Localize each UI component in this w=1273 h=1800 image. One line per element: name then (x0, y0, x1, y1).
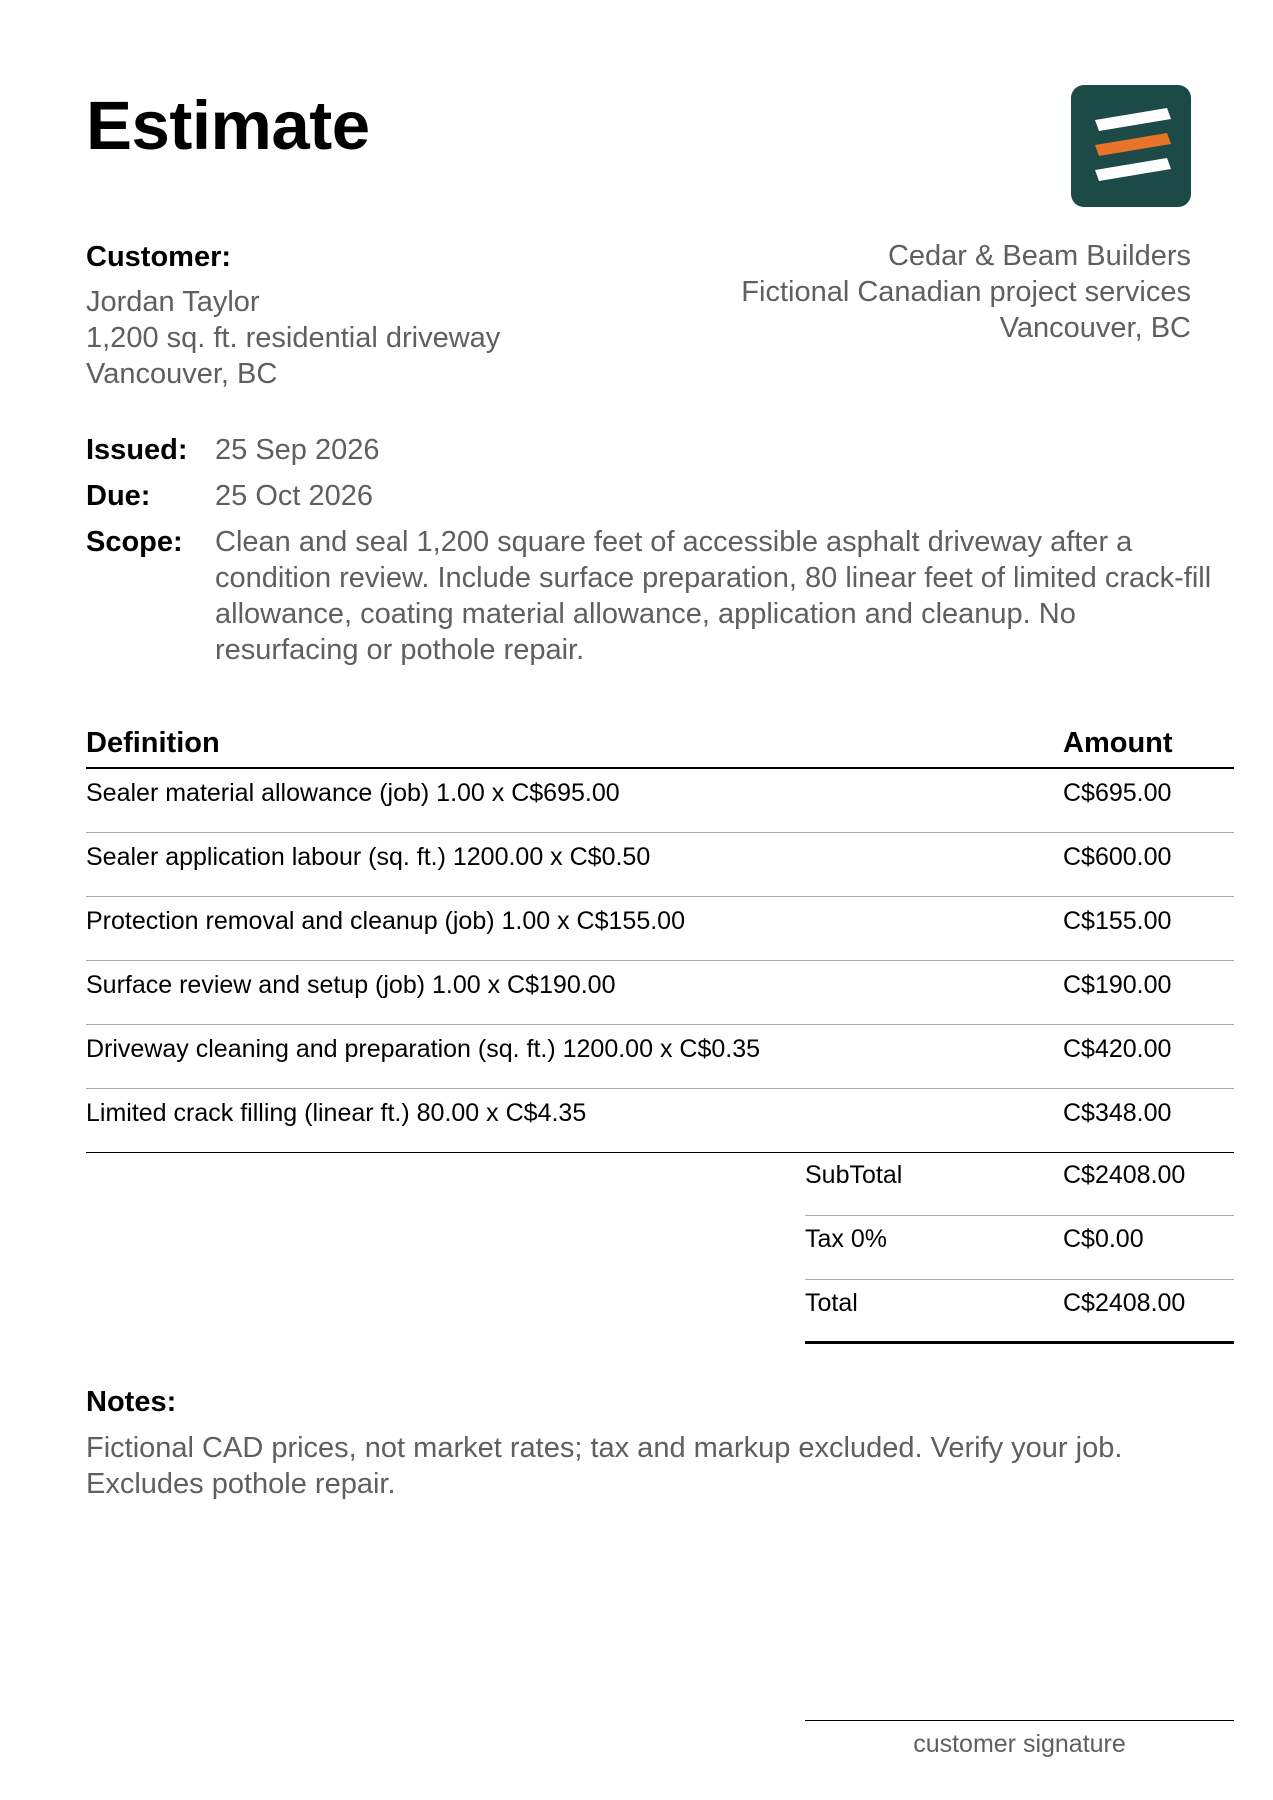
scope-text: Clean and seal 1,200 square feet of accessible asphalt driveway after a condition review. Include surface preparation, 80 linear feet of limited crack-fill allowance, coating material allowance, application and cleanup. No resurfacing or pothole repair. (215, 526, 1212, 666)
company-logo-icon (1071, 85, 1191, 207)
item-definition: Sealer application labour (sq. ft.) 1200.00 x C$0.50 (86, 843, 651, 871)
table-row (86, 1025, 1234, 1089)
table-row (86, 1089, 1234, 1153)
document-title: Estimate (86, 87, 370, 164)
issued-row (86, 432, 1226, 468)
item-amount: C$348.00 (1063, 1099, 1172, 1127)
signature-label: customer signature (913, 1730, 1126, 1758)
notes-block (86, 1382, 1226, 1502)
signature-line[interactable] (805, 1720, 1234, 1759)
line-items-table (86, 722, 1234, 1153)
customer-block (86, 236, 500, 392)
item-amount: C$420.00 (1063, 1035, 1172, 1063)
item-amount: C$695.00 (1063, 779, 1172, 807)
total-value: C$2408.00 (1063, 1289, 1186, 1317)
company-block (741, 238, 1191, 346)
customer-label: Customer: (86, 241, 232, 273)
stacked-planks-logo-icon (1071, 85, 1191, 207)
item-amount: C$600.00 (1063, 843, 1172, 871)
customer-location: Vancouver, BC (86, 358, 278, 390)
table-row (86, 961, 1234, 1025)
notes-label: Notes: (86, 1386, 177, 1418)
customer-name: Jordan Taylor (86, 286, 260, 318)
total-row (805, 1280, 1234, 1344)
subtotal-row (805, 1152, 1234, 1216)
item-definition: Limited crack filling (linear ft.) 80.00 x C$4.35 (86, 1099, 587, 1127)
item-definition: Sealer material allowance (job) 1.00 x C$695.00 (86, 779, 620, 807)
table-row (86, 833, 1234, 897)
due-label: Due: (86, 480, 151, 512)
item-amount: C$155.00 (1063, 907, 1172, 935)
company-tagline: Fictional Canadian project services (741, 276, 1191, 308)
column-header-amount: Amount (1063, 727, 1173, 759)
table-row (86, 897, 1234, 961)
estimate-meta (86, 432, 1226, 678)
scope-row (86, 524, 1226, 668)
tax-value: C$0.00 (1063, 1225, 1144, 1253)
column-header-definition: Definition (86, 727, 220, 759)
subtotal-value: C$2408.00 (1063, 1161, 1186, 1189)
item-definition: Surface review and setup (job) 1.00 x C$190.00 (86, 971, 616, 999)
table-header (86, 722, 1234, 769)
scope-label: Scope: (86, 526, 183, 558)
notes-text: Fictional CAD prices, not market rates; tax and markup excluded. Verify your job. Excludes pothole repair. (86, 1432, 1123, 1500)
issued-date: 25 Sep 2026 (215, 434, 380, 466)
item-amount: C$190.00 (1063, 971, 1172, 999)
customer-project: 1,200 sq. ft. residential driveway (86, 322, 501, 354)
issued-label: Issued: (86, 434, 188, 466)
totals-block (805, 1152, 1234, 1344)
tax-label: Tax 0% (805, 1225, 887, 1253)
item-definition: Protection removal and cleanup (job) 1.00 x C$155.00 (86, 907, 685, 935)
company-location: Vancouver, BC (999, 312, 1191, 344)
subtotal-label: SubTotal (805, 1161, 903, 1189)
total-label: Total (805, 1289, 858, 1317)
tax-row (805, 1216, 1234, 1280)
item-definition: Driveway cleaning and preparation (sq. ft.) 1200.00 x C$0.35 (86, 1035, 760, 1063)
due-row (86, 478, 1226, 514)
company-name: Cedar & Beam Builders (887, 240, 1191, 272)
table-row (86, 769, 1234, 833)
due-date: 25 Oct 2026 (215, 480, 373, 512)
